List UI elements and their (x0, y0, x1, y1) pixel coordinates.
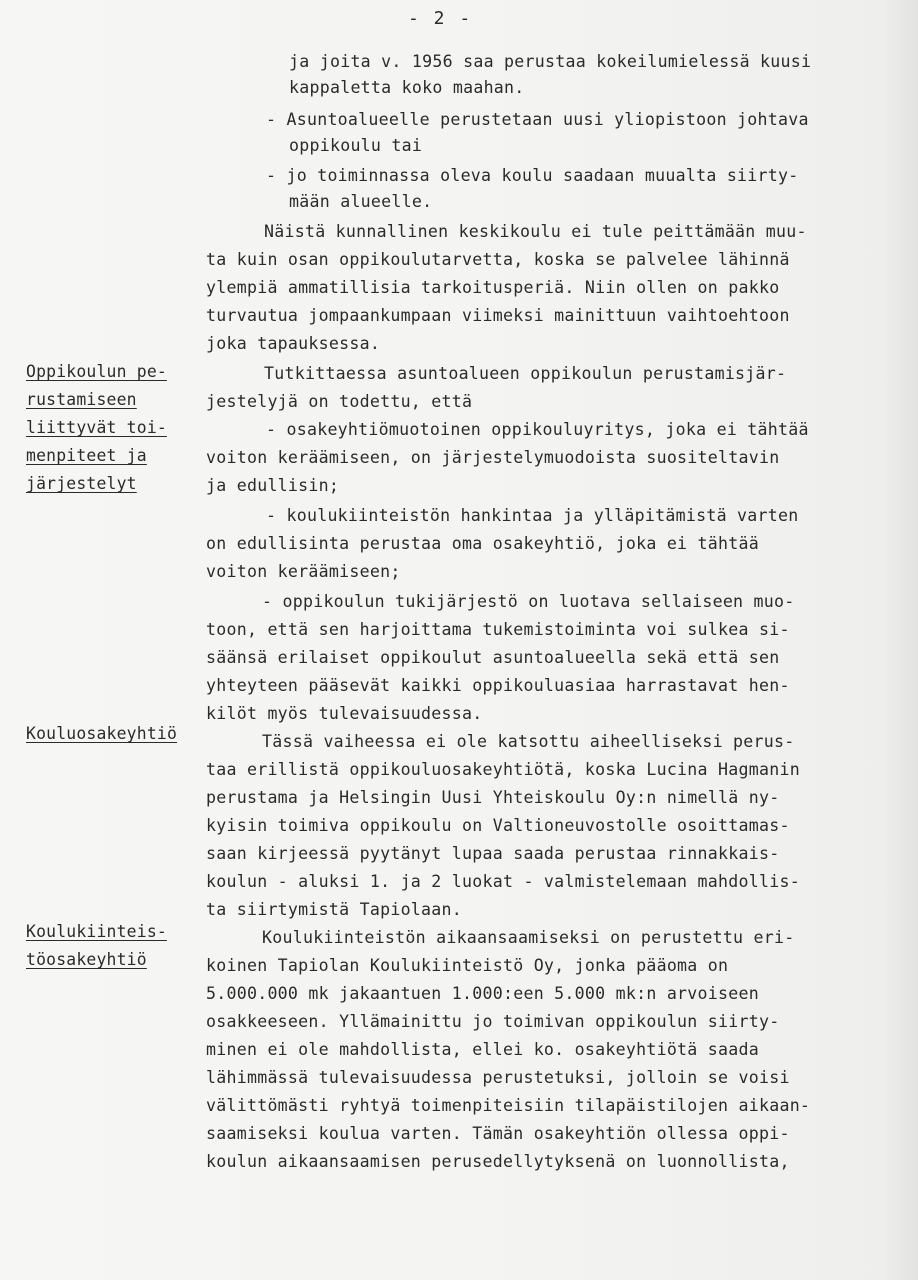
body-line: välittömästi ryhtyä toimenpiteisiin tilapäistilojen aikaan- (206, 1096, 811, 1115)
body-line: on edullisinta perustaa oma osakeyhtiö, joka ei tähtää (206, 534, 759, 553)
body-line: - jo toiminnassa oleva koulu saadaan muualta siirty- (266, 166, 799, 185)
body-line: Tutkittaessa asuntoalueen oppikoulun perustamisjär- (264, 364, 787, 383)
side-heading-line: rustamiseen (26, 390, 137, 409)
body-line: turvautua jompaankumpaan viimeksi mainittuun vaihtoehtoon (206, 306, 790, 325)
body-line: kilöt myös tulevaisuudessa. (206, 704, 483, 723)
body-line: saamiseksi koulua varten. Tämän osakeyhtiön ollessa oppi- (206, 1124, 790, 1143)
body-line: koulun aikaansaamisen perusedellytyksenä on luonnollista, (206, 1152, 790, 1171)
body-line: ta kuin osan oppikoulutarvetta, koska se palvelee lähinnä (206, 250, 790, 269)
body-line: ja edullisin; (206, 476, 340, 495)
body-line: Tässä vaiheessa ei ole katsottu aiheelliseksi perus- (262, 732, 795, 751)
body-line: 5.000.000 mk jakaantuen 1.000:een 5.000 mk:n arvoiseen (206, 984, 759, 1003)
body-line: ja joita v. 1956 saa perustaa kokeilumielessä kuusi (289, 52, 812, 71)
side-heading-kouluosakeyhtio: Kouluosakeyhtiö (26, 724, 178, 743)
body-line: ylempiä ammatillisia tarkoitusperiä. Niin ollen on pakko (206, 278, 780, 297)
page-edge-shadow (882, 0, 918, 1280)
body-line: oppikoulu tai (289, 136, 423, 155)
body-line: voiton keräämiseen, on järjestelymuodoista suositeltavin (206, 448, 780, 467)
body-line: Koulukiinteistön aikaansaamiseksi on perustettu eri- (262, 928, 795, 947)
body-line: yhteyteen pääsevät kaikki oppikouluasiaa harrastavat hen- (206, 676, 790, 695)
body-line: säänsä erilaiset oppikoulut asuntoalueella sekä että sen (206, 648, 780, 667)
body-line: lähimmässä tulevaisuudessa perustetuksi, jolloin se voisi (206, 1068, 790, 1087)
body-line: taa erillistä oppikouluosakeyhtiötä, koska Lucina Hagmanin (206, 760, 800, 779)
body-line: mään alueelle. (289, 192, 433, 211)
body-line: - oppikoulun tukijärjestö on luotava sellaiseen muo- (262, 592, 795, 611)
body-line: minen ei ole mahdollista, ellei ko. osakeyhtiötä saada (206, 1040, 759, 1059)
body-line: joka tapauksessa. (206, 334, 381, 353)
side-heading-line: liittyvät toi- (26, 418, 167, 437)
body-line: - Asuntoalueelle perustetaan uusi yliopistoon johtava (266, 110, 809, 129)
body-line: Näistä kunnallinen keskikoulu ei tule peittämään muu- (264, 222, 807, 241)
body-line: kappaletta koko maahan. (289, 78, 525, 97)
body-line: perustama ja Helsingin Uusi Yhteiskoulu Oy:n nimellä ny- (206, 788, 780, 807)
body-line: - koulukiinteistön hankintaa ja ylläpitämistä varten (266, 506, 799, 525)
side-heading-line: töosakeyhtiö (26, 950, 147, 969)
body-line: koulun - aluksi 1. ja 2 luokat - valmistelemaan mahdollis- (206, 872, 800, 891)
body-line: osakkeeseen. Yllämainittu jo toimivan oppikoulun siirty- (206, 1012, 780, 1031)
page-number: - 2 - (408, 8, 473, 29)
side-heading-line: menpiteet ja (26, 446, 147, 465)
side-heading-line: Koulukiinteis- (26, 922, 167, 941)
body-line: kyisin toimiva oppikoulu on Valtioneuvostolle osoittamas- (206, 816, 790, 835)
side-heading-line: järjestelyt (26, 474, 137, 493)
body-line: ta siirtymistä Tapiolaan. (206, 900, 463, 919)
body-line: voiton keräämiseen; (206, 562, 401, 581)
body-line: toon, että sen harjoittama tukemistoiminta voi sulkea si- (206, 620, 790, 639)
body-line: jestelyjä on todettu, että (206, 392, 473, 411)
body-line: saan kirjeessä pyytänyt lupaa saada perustaa rinnakkais- (206, 844, 780, 863)
body-line: - osakeyhtiömuotoinen oppikouluyritys, joka ei tähtää (266, 420, 809, 439)
body-line: koinen Tapiolan Koulukiinteistö Oy, jonka pääoma on (206, 956, 729, 975)
side-heading-line: Oppikoulun pe- (26, 362, 167, 381)
